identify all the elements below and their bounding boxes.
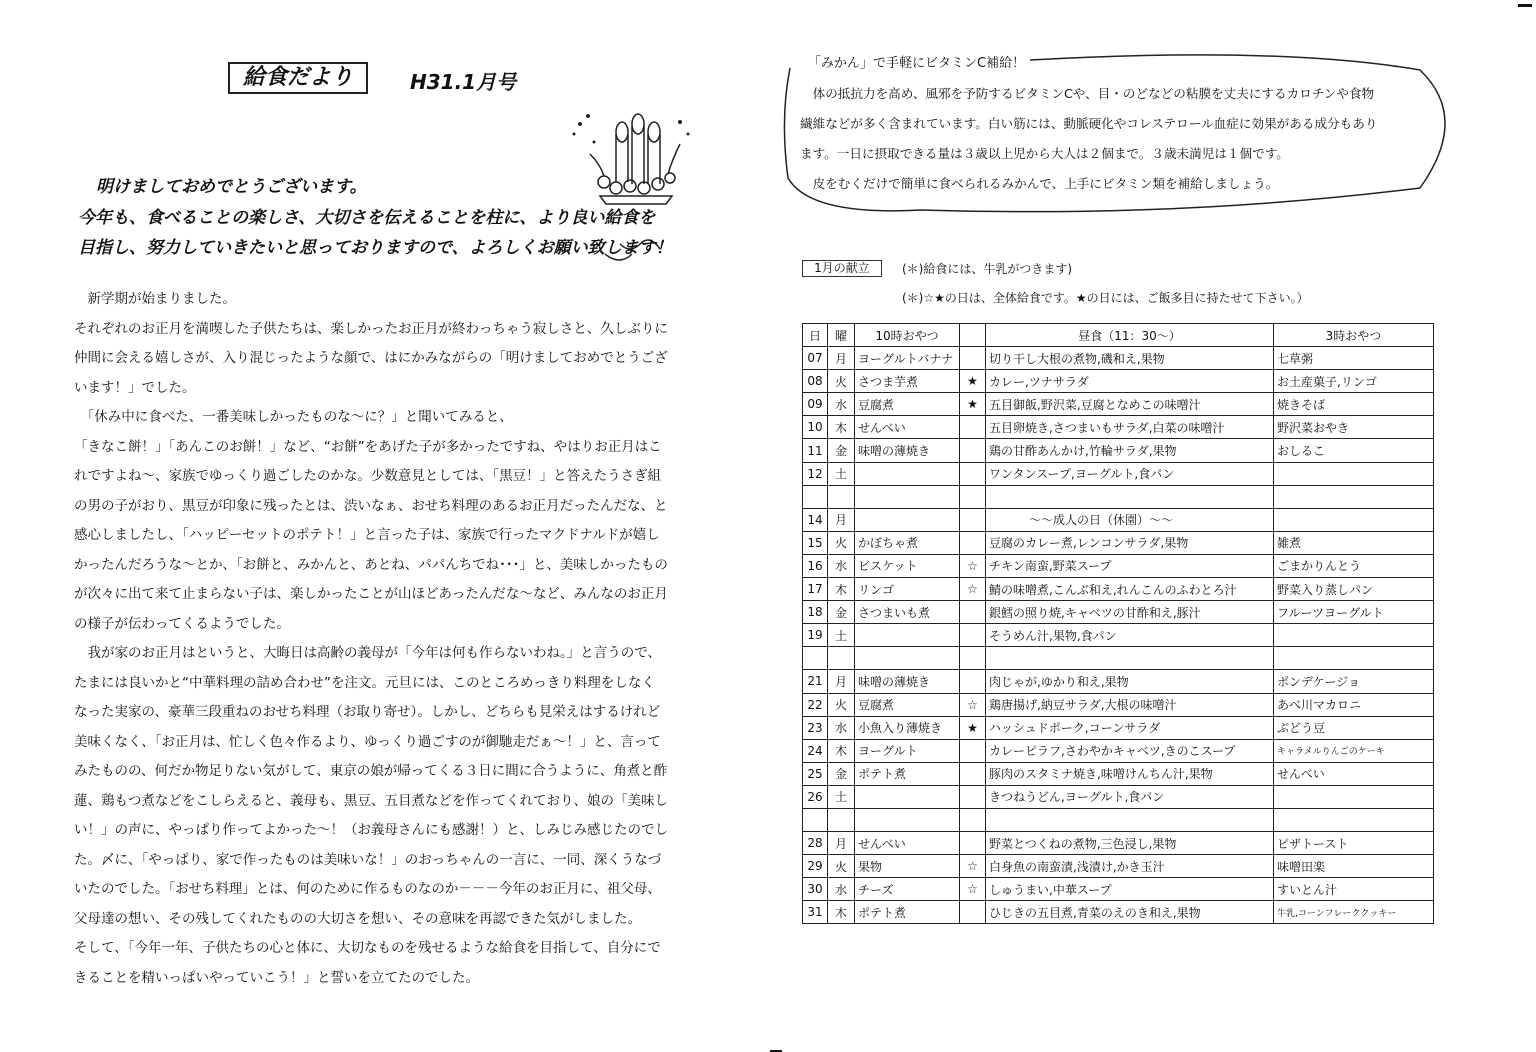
weekday-cell: 木 (828, 901, 855, 924)
body-line: 「きなこ餅！」「あんこのお餅！」など、“お餅”をあげた子が多かったですね、やはりお正月はこ (74, 439, 662, 455)
menu-section-label: 1月の献立 (802, 260, 882, 277)
afternoon-snack-cell: フルーツヨーグルト (1274, 601, 1434, 624)
mark-cell (960, 485, 986, 508)
morning-snack-cell: ポテト煮 (855, 901, 960, 924)
mark-cell (960, 808, 986, 831)
lunch-cell: 銀鱈の照り焼,キャベツの甘酢和え,豚汁 (986, 601, 1274, 624)
body-line: が次々に出て来て止まらない子は、楽しかったことが山ほどあったんだな～など、みんなのお正月 (74, 586, 668, 602)
afternoon-snack-cell: 野菜入り蒸しパン (1274, 578, 1434, 601)
afternoon-snack-cell: せんべい (1274, 762, 1434, 785)
afternoon-snack-cell: 雑煮 (1274, 531, 1434, 554)
table-row (803, 832, 1434, 855)
day-cell: 07 (803, 347, 828, 370)
table-row (803, 347, 1434, 370)
header-weekday: 曜 (828, 324, 855, 347)
afternoon-snack-cell: 野沢菜おやき (1274, 416, 1434, 439)
morning-snack-cell: チーズ (855, 878, 960, 901)
afternoon-snack-cell: 焼きそば (1274, 393, 1434, 416)
lunch-cell (986, 647, 1274, 670)
mark-cell (960, 624, 986, 647)
table-row (803, 601, 1434, 624)
day-cell: 18 (803, 601, 828, 624)
body-line: 父母達の想い、その残してくれたものの大切さを想い、その意味を再認できた気がしました。 (74, 911, 641, 927)
morning-snack-cell: さつま芋煮 (855, 370, 960, 393)
mikan-line: 皮をむくだけで簡単に食べられるみかんで、上手にビタミン類を補給しましょう。 (800, 176, 1279, 191)
morning-snack-cell (855, 485, 960, 508)
weekday-cell: 火 (828, 693, 855, 716)
morning-snack-cell: 味噌の薄焼き (855, 670, 960, 693)
body-line: の様子が伝わってくるようでした。 (74, 616, 290, 632)
table-row (803, 554, 1434, 577)
lunch-cell: 野菜とつくねの煮物,三色浸し,果物 (986, 832, 1274, 855)
morning-snack-cell: 豆腐煮 (855, 393, 960, 416)
morning-snack-cell: リンゴ (855, 578, 960, 601)
afternoon-snack-cell (1274, 508, 1434, 531)
morning-snack-cell (855, 462, 960, 485)
day-cell: 24 (803, 739, 828, 762)
greeting-line-1: 明けましておめでとうございます。 (96, 177, 367, 197)
morning-snack-cell: かぼちゃ煮 (855, 531, 960, 554)
mikan-title: 「みかん」で手軽にビタミンC補給！ (808, 56, 1026, 71)
lunch-cell: ひじきの五目煮,青菜のえのき和え,果物 (986, 901, 1274, 924)
weekday-cell (828, 808, 855, 831)
table-row (803, 693, 1434, 716)
weekday-cell: 木 (828, 578, 855, 601)
table-row (803, 439, 1434, 462)
mark-cell (960, 762, 986, 785)
day-cell: 28 (803, 832, 828, 855)
table-row (803, 739, 1434, 762)
table-row (803, 578, 1434, 601)
mark-cell: ★ (960, 393, 986, 416)
table-row (803, 716, 1434, 739)
mark-cell (960, 739, 986, 762)
mark-cell (960, 439, 986, 462)
mark-cell (960, 785, 986, 808)
weekday-cell: 月 (828, 508, 855, 531)
table-row (803, 624, 1434, 647)
lunch-cell: 豚肉のスタミナ焼き,味噌けんちん汁,果物 (986, 762, 1274, 785)
table-row (803, 878, 1434, 901)
weekday-cell: 水 (828, 878, 855, 901)
day-cell (803, 647, 828, 670)
issue-label: H31.1月号 (410, 70, 517, 94)
day-cell: 15 (803, 531, 828, 554)
weekday-cell: 水 (828, 716, 855, 739)
mark-cell (960, 347, 986, 370)
lunch-cell: 五目御飯,野沢菜,豆腐となめこの味噌汁 (986, 393, 1274, 416)
table-row (803, 462, 1434, 485)
table-row (803, 808, 1434, 831)
body-line: なった実家の、豪華三段重ねのおせち料理（お取り寄せ）。しかし、どちらも見栄えはするけれど (74, 704, 661, 720)
afternoon-snack-cell (1274, 462, 1434, 485)
table-row (803, 508, 1434, 531)
afternoon-snack-cell: 味噌田楽 (1274, 855, 1434, 878)
body-line: 美味くなく、「お正月は、忙しく色々作るより、ゆっくり過ごすのが御馳走だぁ～！」と、言って (74, 734, 661, 750)
lunch-cell: きつねうどん,ヨーグルト,食パン (986, 785, 1274, 808)
body-line: 感心しましたし、「ハッピーセットのポテト！」と言った子は、家族で行ったマクドナルドが嬉し (74, 527, 660, 543)
table-row (803, 785, 1434, 808)
afternoon-snack-cell: あべ川マカロニ (1274, 693, 1434, 716)
afternoon-snack-cell: おしるこ (1274, 439, 1434, 462)
greeting-line-2: 今年も、食べることの楽しさ、大切さを伝えることを柱に、より良い給食を (78, 208, 656, 228)
morning-snack-cell (855, 785, 960, 808)
mark-cell: ☆ (960, 554, 986, 577)
mark-cell (960, 531, 986, 554)
table-row (803, 670, 1434, 693)
afternoon-snack-cell: ポンデケージョ (1274, 670, 1434, 693)
weekday-cell: 金 (828, 762, 855, 785)
lunch-cell: 五目卵焼き,さつまいもサラダ,白菜の味噌汁 (986, 416, 1274, 439)
lunch-cell: 鯖の味噌煮,こんぶ和え,れんこんのふわとろ汁 (986, 578, 1274, 601)
body-line: います！」でした。 (74, 380, 196, 396)
mark-cell: ☆ (960, 878, 986, 901)
lunch-cell: そうめん汁,果物,食パン (986, 624, 1274, 647)
mark-cell: ★ (960, 370, 986, 393)
lunch-cell (986, 485, 1274, 508)
body-line: の男の子がおり、黒豆が印象に残ったとは、渋いなぁ、おせち料理のあるお正月だったんだな、と (74, 498, 668, 514)
day-cell: 21 (803, 670, 828, 693)
day-cell: 09 (803, 393, 828, 416)
afternoon-snack-cell: 七草粥 (1274, 347, 1434, 370)
body-line: 蓮、鶏もつ煮などをこしらえると、義母も、黒豆、五目煮などを作ってくれており、娘の「美味し (74, 793, 668, 809)
body-line: い！」の声に、やっぱり作ってよかった～！（お義母さんにも感謝！）と、しみじみ感じたのでし (74, 822, 668, 838)
morning-snack-cell (855, 508, 960, 531)
menu-table (802, 323, 1434, 924)
morning-snack-cell: 小魚入り薄焼き (855, 716, 960, 739)
day-cell: 19 (803, 624, 828, 647)
morning-snack-cell: 豆腐煮 (855, 693, 960, 716)
day-cell: 16 (803, 554, 828, 577)
day-cell: 10 (803, 416, 828, 439)
afternoon-snack-cell: 牛乳,コーンフレーククッキー (1274, 901, 1434, 924)
table-row (803, 855, 1434, 878)
weekday-cell: 月 (828, 670, 855, 693)
mikan-line: 繊維などが多く含まれています。白い筋には、動脈硬化やコレステロール血症に効果がある成分もあり (800, 116, 1378, 131)
mark-cell (960, 670, 986, 693)
weekday-cell (828, 647, 855, 670)
lunch-cell (986, 808, 1274, 831)
afternoon-snack-cell: キャラメルりんごのケーキ (1274, 739, 1434, 762)
mark-cell (960, 462, 986, 485)
weekday-cell: 水 (828, 393, 855, 416)
afternoon-snack-cell (1274, 647, 1434, 670)
body-line: きることを精いっぱいやっていこう！」と誓いを立てたのでした。 (74, 970, 479, 986)
body-line: 我が家のお正月はというと、大晦日は高齢の義母が「今年は何も作らないわね。」と言うので、 (74, 645, 661, 661)
mikan-line: 体の抵抗力を高め、風邪を予防するビタミンCや、目・のどなどの粘膜を丈夫にするカロチンや食物 (800, 86, 1375, 101)
table-header-row (803, 324, 1434, 347)
morning-snack-cell: ビスケット (855, 554, 960, 577)
day-cell: 25 (803, 762, 828, 785)
table-row (803, 370, 1434, 393)
mark-cell (960, 416, 986, 439)
lunch-cell: 鶏唐揚げ,納豆サラダ,大根の味噌汁 (986, 693, 1274, 716)
morning-snack-cell (855, 624, 960, 647)
body-line: みたものの、何だか物足りない気がして、東京の娘が帰ってくる３日に間に合うように、角煮と酢 (74, 763, 668, 779)
afternoon-snack-cell: ピザトースト (1274, 832, 1434, 855)
lunch-cell: しゅうまい,中華スープ (986, 878, 1274, 901)
weekday-cell: 木 (828, 739, 855, 762)
day-cell: 22 (803, 693, 828, 716)
weekday-cell: 金 (828, 439, 855, 462)
day-cell: 08 (803, 370, 828, 393)
mark-cell: ☆ (960, 578, 986, 601)
weekday-cell: 金 (828, 601, 855, 624)
mikan-line: ます。一日に摂取できる量は３歳以上児から大人は２個まで。３歳未満児は１個です。 (800, 146, 1289, 161)
lunch-cell: チキン南蛮,野菜スープ (986, 554, 1274, 577)
afternoon-snack-cell (1274, 808, 1434, 831)
body-line: それぞれのお正月を満喫した子供たちは、楽しかったお正月が終わっちゃう寂しさと、久しぶりに (74, 321, 668, 337)
morning-snack-cell (855, 647, 960, 670)
afternoon-snack-cell (1274, 624, 1434, 647)
morning-snack-cell: 味噌の薄焼き (855, 439, 960, 462)
morning-snack-cell: せんべい (855, 832, 960, 855)
day-cell: 14 (803, 508, 828, 531)
lunch-cell: 豆腐のカレー煮,レンコンサラダ,果物 (986, 531, 1274, 554)
header-afternoon-snack: 3時おやつ (1274, 324, 1434, 347)
day-cell (803, 485, 828, 508)
mark-cell: ☆ (960, 855, 986, 878)
weekday-cell: 土 (828, 785, 855, 808)
body-line: 新学期が始まりました。 (74, 291, 236, 307)
body-line: れですよね～、家族でゆっくり過ごしたのかな。少数意見としては、「黒豆！」と答えたうさぎ組 (74, 468, 662, 484)
table-row (803, 647, 1434, 670)
weekday-cell: 月 (828, 832, 855, 855)
table-row (803, 393, 1434, 416)
morning-snack-cell: せんべい (855, 416, 960, 439)
morning-snack-cell (855, 808, 960, 831)
header-mark (960, 324, 986, 347)
body-line: たまには良いかと“中華料理の詰め合わせ”を注文。元旦には、このところめっきり料理をしなく (74, 675, 655, 691)
header-morning-snack: 10時おやつ (855, 324, 960, 347)
body-line: た。〆に、「やっぱり、家で作ったものは美味いな！」のおっちゃんの一言に、一同、深くうなづ (74, 852, 662, 868)
lunch-cell: カレーピラフ,さわやかキャベツ,きのこスープ (986, 739, 1274, 762)
table-row (803, 901, 1434, 924)
lunch-cell: ハッシュドポーク,コーンサラダ (986, 716, 1274, 739)
mark-cell (960, 601, 986, 624)
weekday-cell: 水 (828, 554, 855, 577)
lunch-cell: 切り干し大根の煮物,磯和え,果物 (986, 347, 1274, 370)
table-row (803, 531, 1434, 554)
mark-cell (960, 901, 986, 924)
afternoon-snack-cell (1274, 485, 1434, 508)
weekday-cell: 火 (828, 531, 855, 554)
body-line: かったんだろうな～とか、「お餅と、みかんと、あとね、パパんちでね･･･」と、美味しかったもの (74, 557, 668, 573)
morning-snack-cell: 果物 (855, 855, 960, 878)
weekday-cell: 木 (828, 416, 855, 439)
table-row (803, 762, 1434, 785)
table-row (803, 485, 1434, 508)
mark-cell (960, 508, 986, 531)
afternoon-snack-cell: すいとん汁 (1274, 878, 1434, 901)
weekday-cell: 火 (828, 370, 855, 393)
day-cell: 30 (803, 878, 828, 901)
speech-bubble-frame (780, 48, 1460, 218)
day-cell: 12 (803, 462, 828, 485)
body-line: いたのでした。「おせち料理」とは、何のために作るものなのか－－－今年のお正月に、祖父母、 (74, 881, 661, 897)
mark-cell: ★ (960, 716, 986, 739)
day-cell: 26 (803, 785, 828, 808)
day-cell (803, 808, 828, 831)
mark-cell: ☆ (960, 693, 986, 716)
day-cell: 23 (803, 716, 828, 739)
morning-snack-cell: さつまいも煮 (855, 601, 960, 624)
newsletter-title: 給食だより (228, 62, 368, 94)
mark-cell (960, 832, 986, 855)
day-cell: 17 (803, 578, 828, 601)
weekday-cell (828, 485, 855, 508)
body-line: 「休み中に食べた、一番美味しかったものな～に？」と聞いてみると、 (74, 409, 513, 425)
afternoon-snack-cell (1274, 785, 1434, 808)
lunch-cell: カレー,ツナサラダ (986, 370, 1274, 393)
header-day: 日 (803, 324, 828, 347)
lunch-cell: 鶏の甘酢あんかけ,竹輪サラダ,果物 (986, 439, 1274, 462)
day-cell: 11 (803, 439, 828, 462)
morning-snack-cell: ヨーグルト (855, 739, 960, 762)
table-row (803, 416, 1434, 439)
lunch-cell: 肉じゃが,ゆかり和え,果物 (986, 670, 1274, 693)
mark-cell (960, 647, 986, 670)
greeting-line-3: 目指し、努力していきたいと思っておりますので、よろしくお願い致します！ (78, 238, 673, 258)
lunch-cell: ～～成人の日（休園）～～ (986, 508, 1274, 531)
scan-edge-mark (1518, 4, 1532, 7)
day-cell: 29 (803, 855, 828, 878)
lunch-cell: 白身魚の南蛮漬,浅漬け,かき玉汁 (986, 855, 1274, 878)
weekday-cell: 土 (828, 462, 855, 485)
morning-snack-cell: ポテト煮 (855, 762, 960, 785)
weekday-cell: 土 (828, 624, 855, 647)
afternoon-snack-cell: ぶどう豆 (1274, 716, 1434, 739)
menu-note: (＊)給食には、牛乳がつきます) (902, 262, 1073, 276)
header-lunch: 昼食（11：30～） (986, 324, 1274, 347)
lunch-cell: ワンタンスープ,ヨーグルト,食パン (986, 462, 1274, 485)
weekday-cell: 月 (828, 347, 855, 370)
body-line: 仲間に会える嬉しさが、入り混じったような顔で、はにかみながらの「明けましておめでとうござ (74, 350, 668, 366)
weekday-cell: 火 (828, 855, 855, 878)
afternoon-snack-cell: ごまかりんとう (1274, 554, 1434, 577)
body-line: そして、「今年一年、子供たちの心と体に、大切なものを残せるような給食を目指して、自分にで (74, 940, 661, 956)
day-cell: 31 (803, 901, 828, 924)
morning-snack-cell: ヨーグルトバナナ (855, 347, 960, 370)
afternoon-snack-cell: お土産菓子,リンゴ (1274, 370, 1434, 393)
menu-note: (＊)☆★の日は、全体給食です。★の日には、ご飯多目に持たせて下さい。） (902, 291, 1309, 305)
